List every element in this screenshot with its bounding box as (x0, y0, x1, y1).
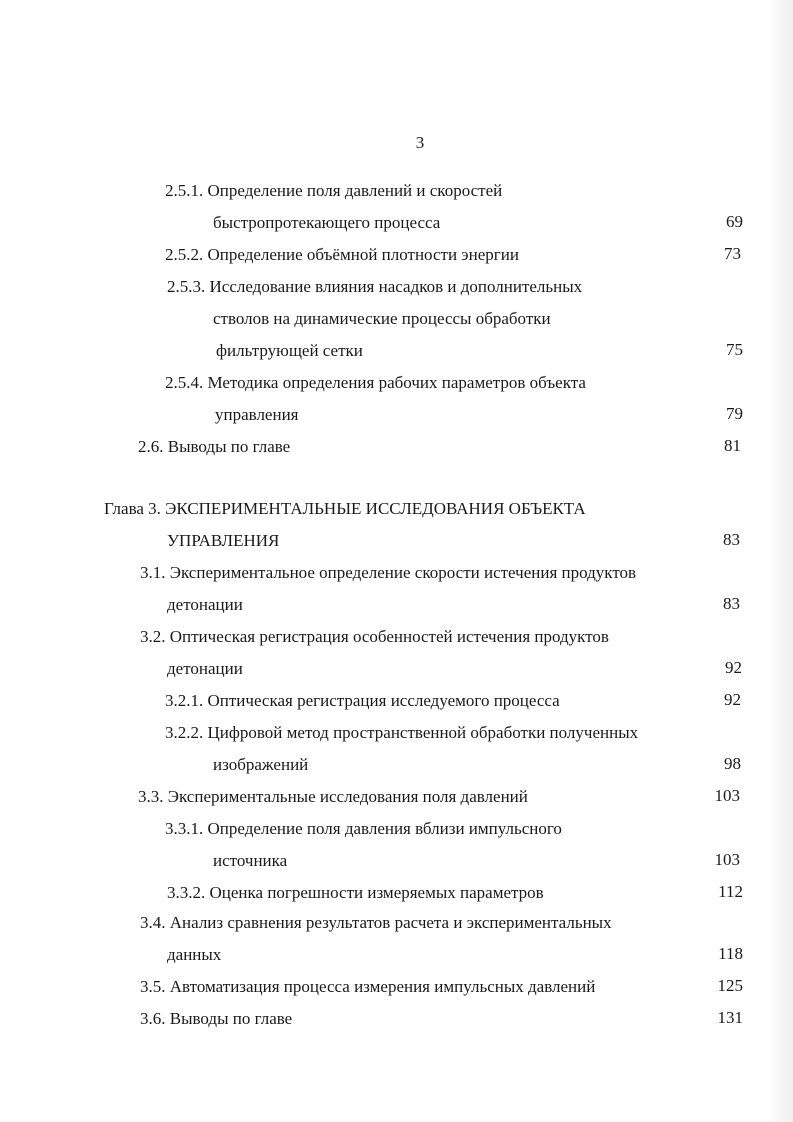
toc-entry-3-6-line-1: 3.6. Выводы по главе (140, 1009, 293, 1028)
toc-entry-2-5-1-line-1: 2.5.1. Определение поля давлений и скоростей (165, 181, 503, 200)
toc-entry-3-4-line-2: данных (167, 945, 222, 964)
toc-entry-3-3-1-page: 103 (714, 850, 740, 869)
toc-entry-3-3-1-line-1: 3.3.1. Определение поля давления вблизи импульсного (165, 819, 562, 838)
toc-entry-2-5-1-page: 69 (726, 212, 743, 231)
toc-entry-2-5-3-line-2: стволов на динамические процессы обработки (213, 309, 551, 328)
toc-entry-2-5-4-line-1: 2.5.4. Методика определения рабочих параметров объекта (165, 373, 586, 392)
toc-chapter-3-page: 83 (723, 530, 740, 549)
toc-entry-3-3-page: 103 (714, 786, 740, 805)
toc-entry-3-1-page: 83 (723, 594, 740, 613)
toc-entry-3-3-line-1: 3.3. Экспериментальные исследования поля давлений (138, 787, 528, 806)
toc-entry-3-2-1-line-1: 3.2.1. Оптическая регистрация исследуемого процесса (165, 691, 560, 710)
toc-entry-2-5-2-page: 73 (724, 244, 741, 263)
toc-entry-3-3-2-page: 112 (718, 882, 743, 901)
scan-edge-shadow (767, 0, 793, 1122)
toc-entry-3-4-page: 118 (718, 944, 743, 963)
toc-entry-2-6-line-1: 2.6. Выводы по главе (138, 437, 291, 456)
toc-entry-3-2-2-line-1: 3.2.2. Цифровой метод пространственной обработки полученных (165, 723, 639, 742)
toc-entry-3-1-line-1: 3.1. Экспериментальное определение скорости истечения продуктов (140, 563, 637, 582)
toc-chapter-3-line-1: Глава 3. ЭКСПЕРИМЕНТАЛЬНЫЕ ИССЛЕДОВАНИЯ ОБЪЕКТА (104, 499, 586, 518)
toc-entry-3-5-page: 125 (717, 976, 743, 995)
toc-entry-3-3-2-line-1: 3.3.2. Оценка погрешности измеряемых параметров (167, 883, 544, 902)
toc-entry-3-2-line-2: детонации (167, 659, 243, 678)
toc-entry-3-5-line-1: 3.5. Автоматизация процесса измерения импульсных давлений (140, 977, 596, 996)
toc-entry-3-6-page: 131 (717, 1008, 743, 1027)
toc-entry-2-5-4-line-2: управления (215, 405, 299, 424)
toc-entry-3-2-page: 92 (725, 658, 742, 677)
toc-entry-2-5-1-line-2: быстропротекающего процесса (213, 213, 441, 232)
toc-entry-3-2-2-page: 98 (724, 754, 741, 773)
toc-entry-2-5-3-line-3: фильтрующей сетки (216, 341, 363, 360)
toc-entry-3-2-1-page: 92 (724, 690, 741, 709)
toc-entry-2-5-2-line-1: 2.5.2. Определение объёмной плотности энергии (165, 245, 519, 264)
toc-entry-2-5-4-page: 79 (726, 404, 743, 423)
toc-entry-3-4-line-1: 3.4. Анализ сравнения результатов расчета и экспериментальных (140, 913, 612, 932)
toc-entry-3-2-line-1: 3.2. Оптическая регистрация особенностей истечения продуктов (140, 627, 609, 646)
toc-entry-2-5-3-line-1: 2.5.3. Исследование влияния насадков и дополнительных (167, 277, 583, 296)
toc-entry-2-5-3-page: 75 (726, 340, 743, 359)
toc-entry-3-2-2-line-2: изображений (213, 755, 309, 774)
toc-entry-3-3-1-line-2: источника (213, 851, 288, 870)
page-number: 3 (415, 133, 425, 152)
toc-entry-2-6-page: 81 (724, 436, 741, 455)
toc-entry-3-1-line-2: детонации (167, 595, 243, 614)
toc-chapter-3-line-2: УПРАВЛЕНИЯ (167, 531, 280, 550)
